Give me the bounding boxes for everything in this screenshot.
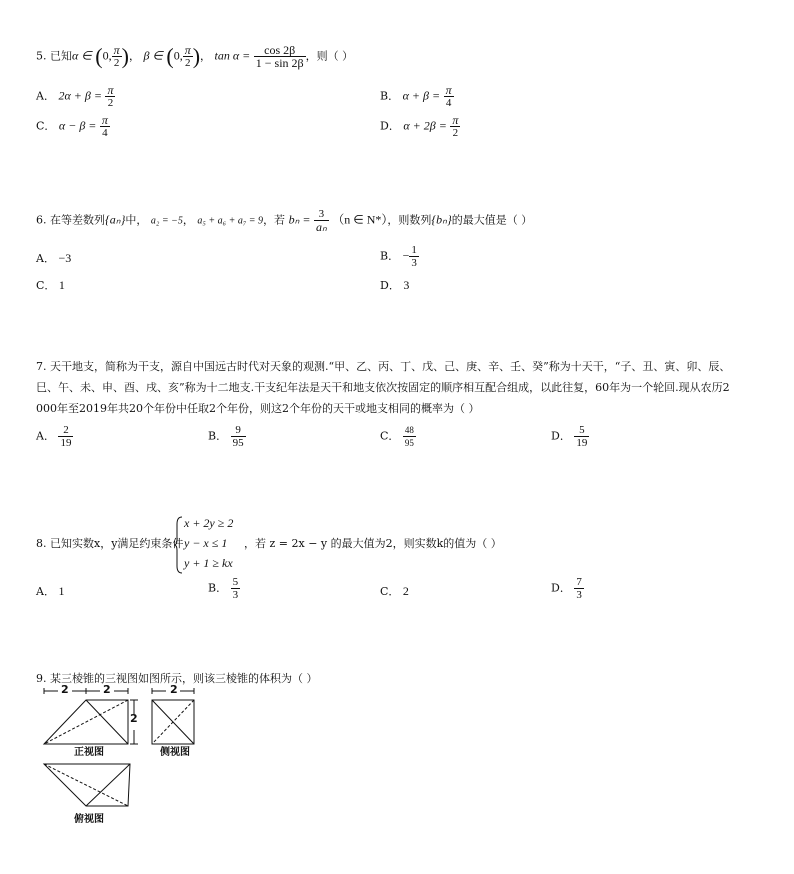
q5-option-b-label: B． xyxy=(380,89,400,103)
q7-option-b-frac xyxy=(231,424,246,449)
q5-option-a-num: π xyxy=(107,83,114,97)
q8-option-c-label: C． xyxy=(380,585,400,598)
q6-option-b-frac xyxy=(409,244,419,269)
q6-comma: ， xyxy=(182,213,194,227)
q6-option-a-label: A． xyxy=(36,252,55,265)
q5-option-b-den: 4 xyxy=(445,97,452,109)
q8-constraint-3: y + 1 ≥ kx xyxy=(184,556,233,570)
q6-option-b-label: B． xyxy=(380,249,400,263)
q6-stem-prefix: 6. 在等差数列 xyxy=(36,213,105,227)
q8-option-a-label: A． xyxy=(36,585,55,598)
q5-option-a-den: 2 xyxy=(107,97,114,109)
q6-cond2: a₅ + a₆ + a₇ = 9 xyxy=(197,215,264,227)
q6-stem-mid1: 中， xyxy=(125,213,148,227)
q5-tan-lhs: tan α = xyxy=(214,48,251,63)
q5-stem-suffix: ，则（ ） xyxy=(305,49,354,63)
q7-option-d-den: 19 xyxy=(576,437,588,449)
q6-cond1: a₂ = −5 xyxy=(150,215,183,227)
q5-option-c-lhs: α − β = xyxy=(58,118,97,133)
q7-option-d-num: 5 xyxy=(574,424,589,437)
q5-option-b-num: π xyxy=(445,83,452,97)
q8-option-d-frac xyxy=(574,576,584,601)
q5-pi-b: π xyxy=(184,43,191,57)
q7-option-b-den: 95 xyxy=(232,437,244,449)
q7-option-d-frac xyxy=(574,424,589,449)
q5-option-c-num: π xyxy=(101,113,108,127)
front-view-dim-left: 2 xyxy=(61,683,69,696)
front-view-label: 正视图 xyxy=(74,747,104,758)
q6-stem-mid2: ，若 xyxy=(263,213,286,227)
q9-stem: 9. 某三棱锥的三视图如图所示，则该三棱锥的体积为（ ） xyxy=(36,672,318,685)
q6-option-b[interactable] xyxy=(380,244,419,269)
q8-option-d[interactable] xyxy=(551,576,584,601)
q5-paren2-close: ) xyxy=(192,43,201,69)
q5-option-c-frac xyxy=(100,114,110,139)
q8-option-b[interactable] xyxy=(208,576,240,601)
q5-tan-num: cos 2β xyxy=(254,44,306,57)
q8-option-c[interactable] xyxy=(380,583,409,599)
q5-option-a-label: A． xyxy=(36,89,55,103)
q7-option-c-den: 95 xyxy=(404,438,414,448)
q6-option-b-prefix: − xyxy=(402,248,410,263)
q6-option-d-label: D． xyxy=(380,279,400,292)
top-view-figure xyxy=(42,762,136,812)
q8-option-b-den: 3 xyxy=(232,589,239,601)
q5-pi-over-2-b xyxy=(183,44,193,69)
q7-option-c-label: C． xyxy=(380,429,400,443)
side-view-label: 侧视图 xyxy=(160,747,190,758)
q5-interval: 0, xyxy=(102,48,112,63)
q8-option-a[interactable] xyxy=(36,583,64,599)
q7-option-a[interactable] xyxy=(36,424,73,449)
q8-option-d-label: D． xyxy=(551,581,571,595)
q5-option-b[interactable] xyxy=(380,84,454,109)
q5-option-b-frac xyxy=(444,84,454,109)
q5-alpha-in: α ∈ xyxy=(72,48,92,63)
q8-option-d-den: 3 xyxy=(576,589,582,601)
q7-option-c-num: 48 xyxy=(404,425,414,435)
q7-option-d-label: D． xyxy=(551,429,571,443)
q5-option-d-lhs: α + 2β = xyxy=(403,118,447,133)
q7-line-1: 7. 天干地支，简称为干支，源自中国远古时代对天象的观测.“甲、乙、丙、丁、戊、己、庚、辛、壬、癸”称为十天干，“子、丑、寅、卯、辰、 xyxy=(36,360,731,373)
q5-pi-over-2 xyxy=(112,44,122,69)
q8-stem-mid: ，若 z = 2x − y 的最大值为2，则实数k的值为（ ） xyxy=(244,537,502,550)
q8-option-a-value: 1 xyxy=(58,584,65,598)
q8-constraint-1: x + 2y ≥ 2 xyxy=(184,516,234,530)
q5-option-c[interactable] xyxy=(36,114,110,139)
q7-option-a-label: A． xyxy=(36,429,55,443)
q5-stem-prefix: 5. 已知 xyxy=(36,49,72,63)
front-view-dim-height: 2 xyxy=(130,712,138,725)
q5-paren-open: ( xyxy=(95,43,103,69)
q5-option-b-lhs: α + β = xyxy=(402,88,441,103)
q6-option-a-value: −3 xyxy=(58,251,72,265)
q6-option-c-label: C． xyxy=(36,279,56,292)
q7-option-a-frac xyxy=(58,424,73,449)
q6-seq-b: {bₙ} xyxy=(431,212,452,227)
q7-option-b[interactable] xyxy=(208,424,246,449)
q5-option-d[interactable] xyxy=(380,114,460,139)
q7-option-a-num: 2 xyxy=(58,424,73,437)
q5-two-b: 2 xyxy=(184,57,191,69)
q5-paren-close: ) xyxy=(121,43,129,69)
q6-option-c-value: 1 xyxy=(58,278,65,292)
q6-bn-frac xyxy=(314,208,329,233)
q7-option-a-den: 19 xyxy=(60,437,72,449)
q6-bn-lhs: bₙ = xyxy=(288,212,311,227)
q5-paren2-open: ( xyxy=(166,43,174,69)
q5-stem xyxy=(36,44,353,69)
q5-option-a[interactable] xyxy=(36,84,115,109)
q7-option-c[interactable] xyxy=(380,424,416,449)
q8-stem-prefix: 8. 已知实数x，y满足约束条件 xyxy=(36,537,184,550)
front-view-dim-right: 2 xyxy=(103,683,111,696)
q8-option-b-label: B． xyxy=(208,581,228,595)
q8-brace xyxy=(174,516,184,574)
q5-sep1: ， xyxy=(128,49,140,63)
q5-option-d-den: 2 xyxy=(452,127,459,139)
q6-option-d[interactable] xyxy=(380,277,409,293)
q6-domain: （n ∈ N*） xyxy=(332,212,388,227)
q6-bn-den: aₙ xyxy=(315,220,327,234)
q6-option-b-num: 1 xyxy=(411,244,417,256)
q5-option-a-frac xyxy=(105,84,115,109)
q7-option-c-frac xyxy=(403,424,416,449)
top-view-label: 俯视图 xyxy=(74,814,104,825)
q5-option-d-num: π xyxy=(452,113,459,127)
q5-two: 2 xyxy=(113,57,120,69)
side-view-figure xyxy=(150,688,198,748)
q6-bn-num: 3 xyxy=(314,208,329,221)
q5-option-d-frac xyxy=(450,114,460,139)
q5-tan-den: 1 − sin 2β xyxy=(255,56,304,70)
q7-line-3: 000年至2019年共20个年份中任取2个年份，则这2个年份的天干或地支相同的概率为（ ） xyxy=(36,402,480,415)
q5-pi: π xyxy=(113,43,120,57)
q5-beta-in: β ∈ xyxy=(143,48,163,63)
q6-seq-a: {aₙ} xyxy=(105,212,126,227)
side-view-dim: 2 xyxy=(170,683,178,696)
q6-stem-mid3: ，则数列 xyxy=(387,213,432,227)
q8-option-c-value: 2 xyxy=(402,584,409,598)
q8-option-d-num: 7 xyxy=(576,576,582,588)
q5-option-c-label: C． xyxy=(36,119,56,133)
q7-option-b-num: 9 xyxy=(231,424,246,437)
q6-stem xyxy=(36,208,532,233)
q6-option-c[interactable] xyxy=(36,277,65,293)
q7-option-d[interactable] xyxy=(551,424,589,449)
q8-option-b-num: 5 xyxy=(232,576,239,588)
q5-option-c-den: 4 xyxy=(102,127,108,139)
q6-option-d-value: 3 xyxy=(403,278,410,292)
q5-option-a-lhs: 2α + β = xyxy=(58,88,102,103)
q6-stem-suffix: 的最大值是（ ） xyxy=(451,213,533,227)
q6-option-a[interactable] xyxy=(36,250,71,266)
q5-interval-2: 0, xyxy=(173,48,183,63)
q7-line-2: 巳、午、未、申、酉、戌、亥”称为十二地支.干支纪年法是天干和地支依次按固定的顺序相互配合组成，以此往复，60年为一个轮回.现从农历2 xyxy=(36,381,730,394)
q5-tan-fraction xyxy=(254,44,306,69)
q5-sep2: ， xyxy=(200,49,212,63)
q5-option-d-label: D． xyxy=(380,119,400,133)
q8-option-b-frac xyxy=(231,576,241,601)
q7-option-b-label: B． xyxy=(208,429,228,443)
q8-constraint-2: y − x ≤ 1 xyxy=(184,536,228,550)
q6-option-b-den: 3 xyxy=(411,257,417,269)
